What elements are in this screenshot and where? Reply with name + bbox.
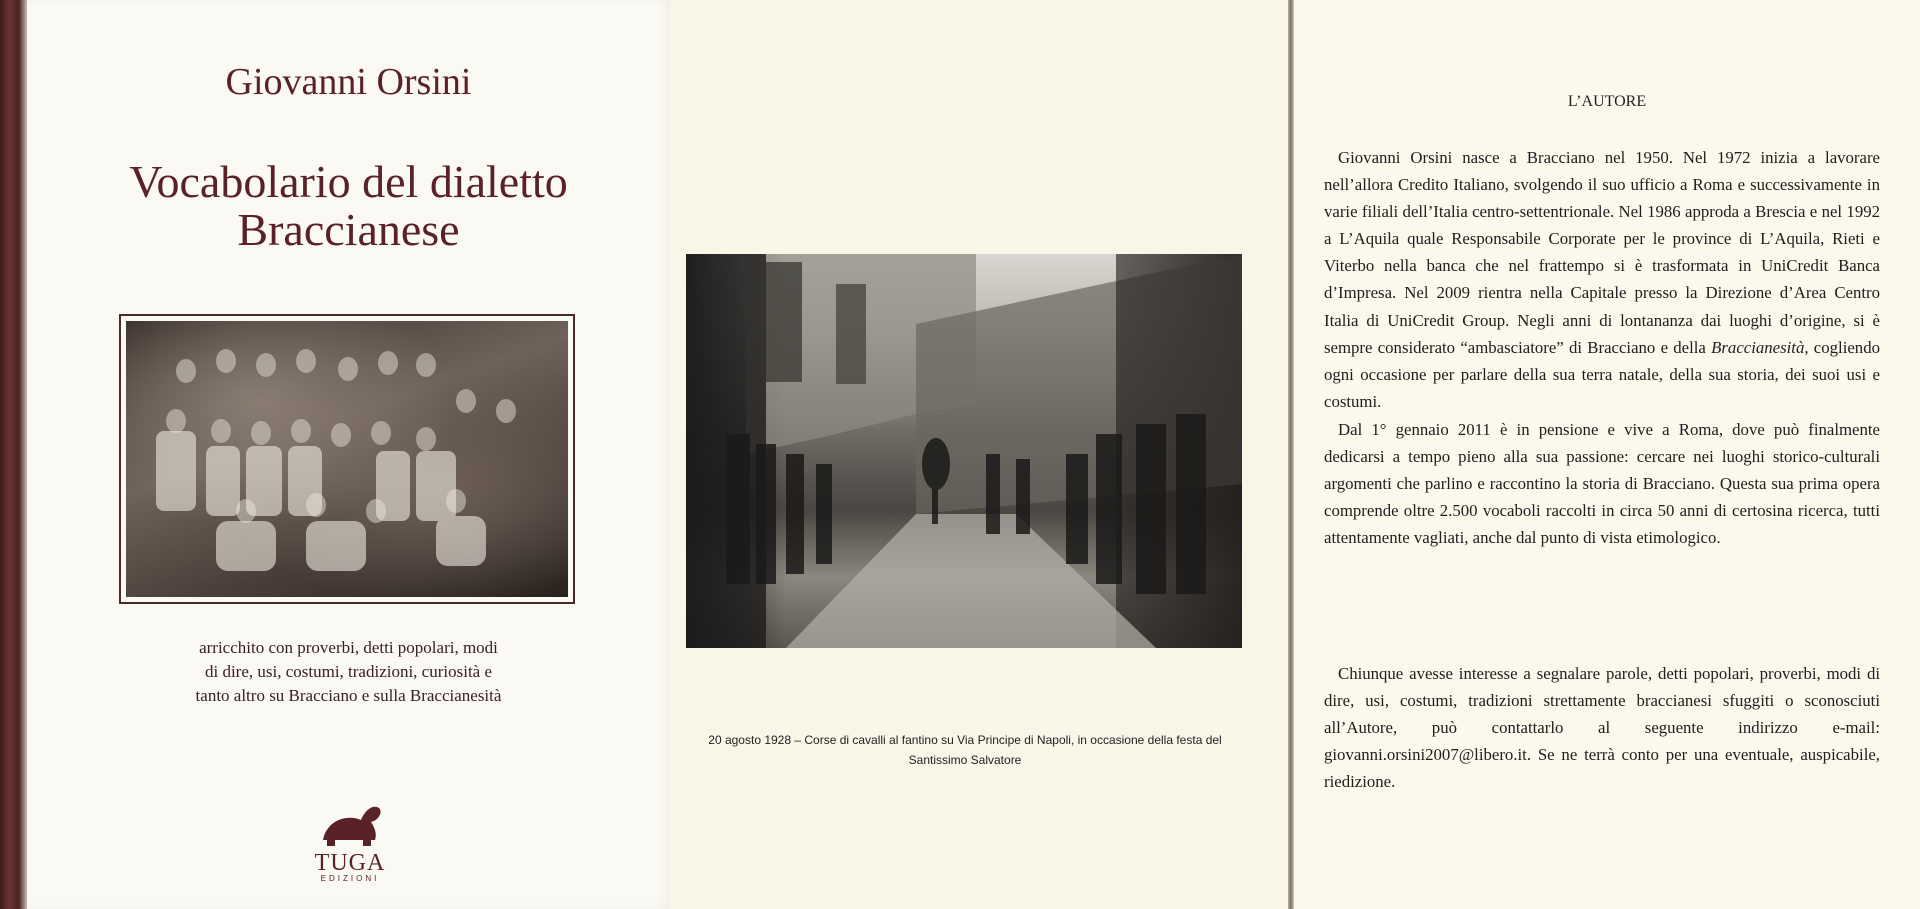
cover-subtitle-line1: arricchito con proverbi, detti popolari, modi	[199, 638, 498, 657]
author-bio-1b: , cogliendo ogni occasione per parlare della sua terra natale, della sua storia, dei suoi usi e costumi.	[1324, 337, 1880, 411]
publisher-logo	[313, 796, 387, 886]
cover-title	[27, 158, 670, 254]
book-cover	[27, 0, 670, 909]
book-spine	[0, 0, 27, 909]
author-bio-paragraph-1	[1324, 144, 1880, 415]
author-bio-1-italic: Braccianesità	[1711, 337, 1805, 357]
cover-subtitle-line2: di dire, usi, costumi, tradizioni, curiosità e	[204, 662, 493, 681]
author-page	[1294, 0, 1920, 909]
author-bio-paragraph-2: Dal 1° gennaio 2011 è in pensione e vive a Roma, dove può finalmente dedicarsi a tempo pieno alla sua passione: cercare nei luoghi storico-culturali argomenti che parlino e raccontino la storia di Bracciano. Questa sua prima opera comprende oltre 2.500 vocaboli raccolti in circa 50 anni di certosina ricerca, tutti attentamente vagliati, anche dal punto di vista etimologico.	[1324, 420, 1880, 548]
cover-subtitle-line3: tanto altro su Bracciano e sulla Braccianesità	[195, 686, 502, 705]
author-bio-1a: Giovanni Orsini nasce a Bracciano nel 1950. Nel 1972 inizia a lavorare nell’allora Credito Italiano, svolgendo il suo ufficio a Roma e successivamente in varie filiali dell’Italia centro-settentrionale. Nel 1986 approda a Brescia e nel 1992 a L’Aquila quale Responsabile Corporate per le province di L’Aquila, Rieti e Viterbo nella banca che nel frattempo si è trasformata in UniCredit Banca d’Impresa. Nel 2009 rientra nella Capitale presso la Direzione d’Area Centro Italia di UniCredit Group. Negli anni di lontananza dai luoghi d’origine, si è sempre considerato “ambasciatore” di Bracciano e della	[1324, 148, 1880, 357]
photo-caption-line1: 20 agosto 1928 – Corse di cavalli al fantino su Via Principe di Napoli, in occasione della festa del	[708, 733, 1222, 747]
cover-author: Giovanni Orsini	[225, 61, 472, 103]
cover-title-line1: Vocabolario del dialetto	[129, 156, 568, 207]
author-heading: L’AUTORE	[1567, 93, 1647, 110]
street-scene-illustration	[686, 254, 1242, 648]
author-contact-paragraph: Chiunque avesse interesse a segnalare parole, detti popolari, proverbi, modi di dire, usi, costumi, tradizioni strettamente braccianesi sfuggiti o sconosciuti all’Autore, può contattarlo al seguente indirizzo e-mail: giovanni.orsini2007@libero.it. Se ne terrà conto per una eventuale, auspicabile, riedizione.	[1324, 664, 1880, 792]
photo-page	[670, 0, 1290, 909]
group-photo-figures	[126, 321, 568, 597]
publisher-subname: EDIZIONI	[320, 874, 380, 883]
cover-group-photo	[126, 321, 568, 597]
historic-street-photo	[686, 254, 1242, 648]
publisher-name: TUGA	[314, 850, 386, 876]
turtle-logo-icon	[313, 796, 387, 848]
cover-title-line2: Braccianese	[237, 204, 460, 255]
photo-caption	[670, 730, 1260, 770]
cover-subtitle	[27, 636, 670, 708]
cover-photo-frame	[119, 314, 575, 604]
photo-caption-line2: Santissimo Salvatore	[908, 753, 1022, 767]
